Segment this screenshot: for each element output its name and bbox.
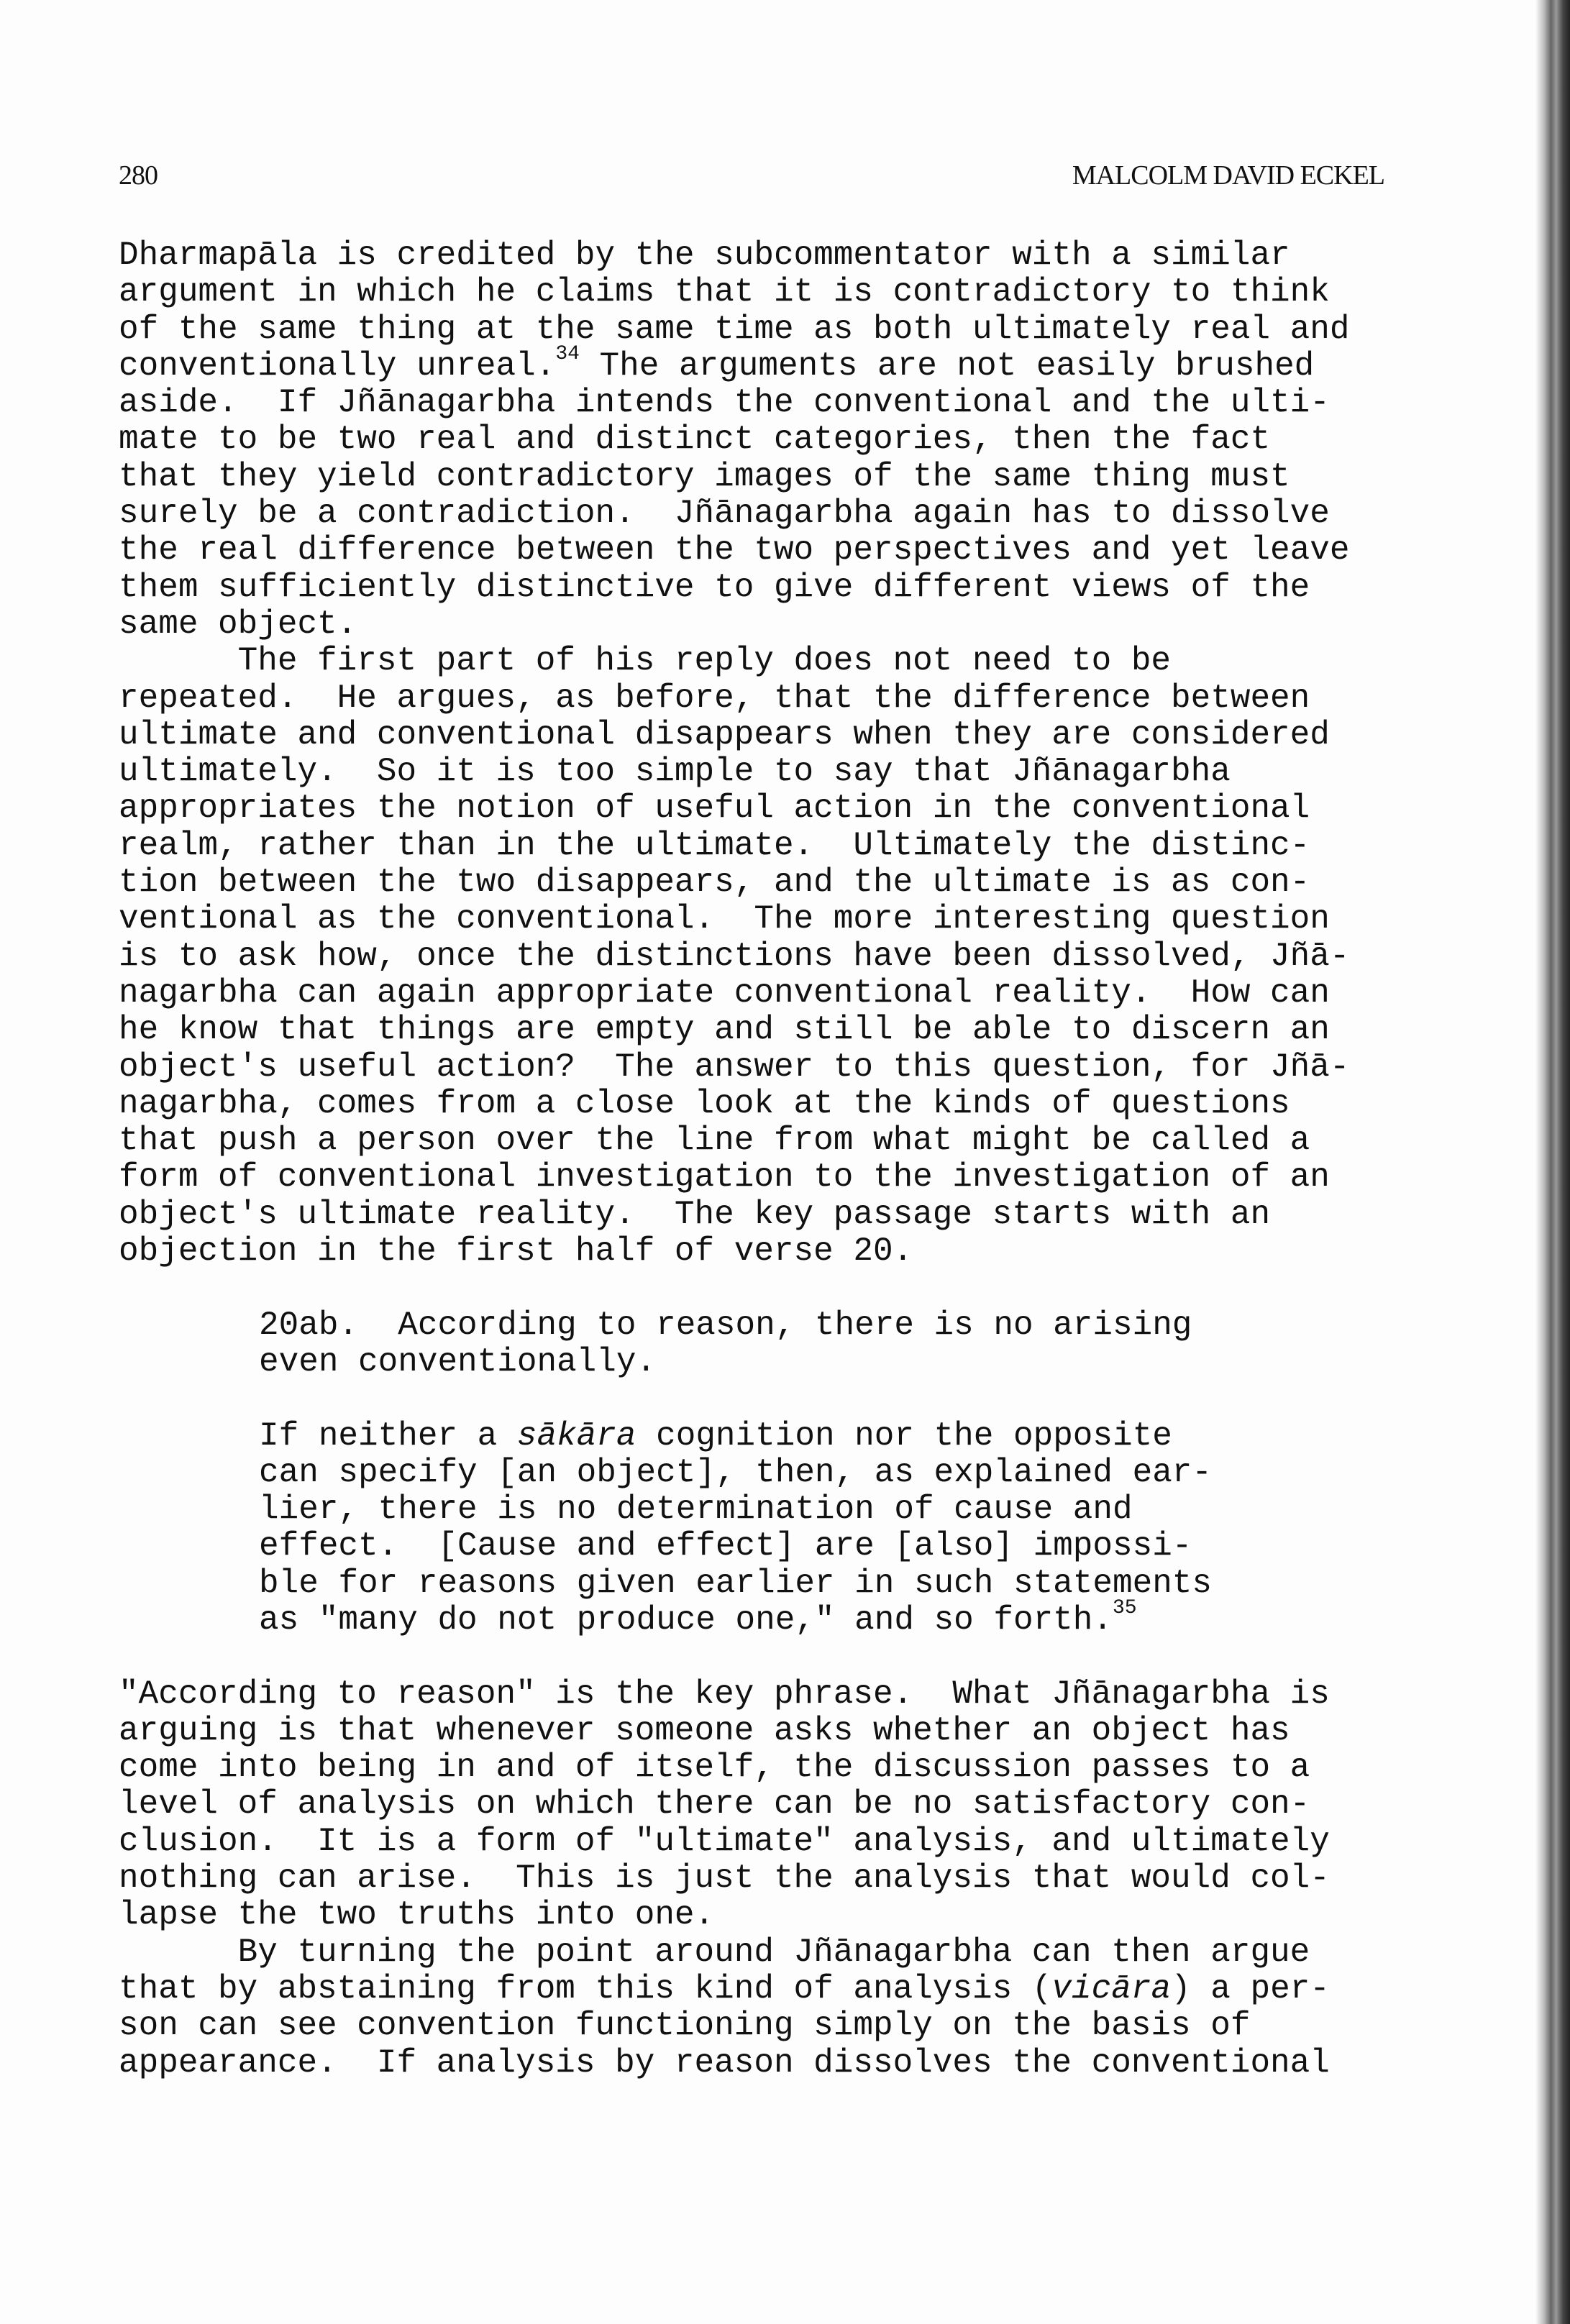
quote-text: cognition nor the opposite can specify [an object], then, as explained ear- lier, there is no determination of cause and effect. [Cause and effect] are [also] impossi- ble for reasons given earlier in such statements as "many do not produce one," and so forth. xyxy=(259,1417,1213,1639)
paragraph-text: ) a per- son can see convention functioning simply on the basis of appearance. If analysis by reason dissolves the conventional xyxy=(119,1970,1330,2082)
paragraph-4 xyxy=(119,1934,1528,2082)
quote-text: If neither a xyxy=(259,1417,517,1455)
paragraph-text: By turning the point around Jñānagarbha can then argue that by abstaining from this kind of analysis ( xyxy=(119,1933,1310,2008)
page-body xyxy=(119,237,1528,2082)
footnote-marker: 35 xyxy=(1113,1596,1137,1619)
footnote-marker: 34 xyxy=(555,342,580,365)
paragraph-1 xyxy=(119,237,1528,643)
commentary-quote xyxy=(259,1418,1528,1639)
page-number: 280 xyxy=(119,160,158,191)
italic-term: vicāra xyxy=(1051,1970,1172,2008)
paragraph-3: "According to reason" is the key phrase. What Jñānagarbha is arguing is that whenever someone asks whether an object has come into being in and of itself, the discussion passes to a level of analysis on which there can be no satisfactory con- clusion. It is a form of "ultimate" analysis, and ultimately nothing can arise. This is just the analysis that would col- lapse the two truths into one. xyxy=(119,1675,1330,1934)
paragraph-text: The arguments are not easily brushed aside. If Jñānagarbha intends the conventional and the ulti- mate to be two real and distinct categories, then the fact that they yield contradictory images of the same thing must surely be a contradiction. Jñānagarbha again has to dissolve the real difference between the two perspectives and yet leave them sufficiently distinctive to give different views of the same object. xyxy=(119,347,1350,643)
running-header-author: MALCOLM DAVID ECKEL xyxy=(1072,160,1384,191)
verse-quote: 20ab. According to reason, there is no arising even conventionally. xyxy=(259,1306,1192,1381)
paragraph-text: Dharmapāla is credited by the subcommentator with a similar argument in which he claims that it is contradictory to think of the same thing at the same time as both ultimately real and conventionally unreal. xyxy=(119,237,1350,385)
paragraph-2: The first part of his reply does not need to be repeated. He argues, as before, that the difference between ultimate and conventional disappears when they are considered ultimately. So it is too simple to say that Jñānagarbha appropriates the notion of useful action in the conventional realm, rather than in the ultimate. Ultimately the distinc- tion between the two disappears, and the ultimate is as con- ventional as the conventional. The more interesting question is to ask how, once the distinctions have been dissolved, Jñā- nagarbha can again appropriate conventional reality. How can he know that things are empty and still be able to discern an object's useful action? The answer to this question, for Jñā- nagarbha, comes from a close look at the kinds of questions that push a person over the line from what might be called a form of conventional investigation to the investigation of an object's ultimate reality. The key passage starts with an objection in the first half of verse 20. xyxy=(119,642,1350,1271)
scan-binding-edge xyxy=(1535,0,1570,2324)
italic-term: sākāra xyxy=(516,1417,636,1455)
